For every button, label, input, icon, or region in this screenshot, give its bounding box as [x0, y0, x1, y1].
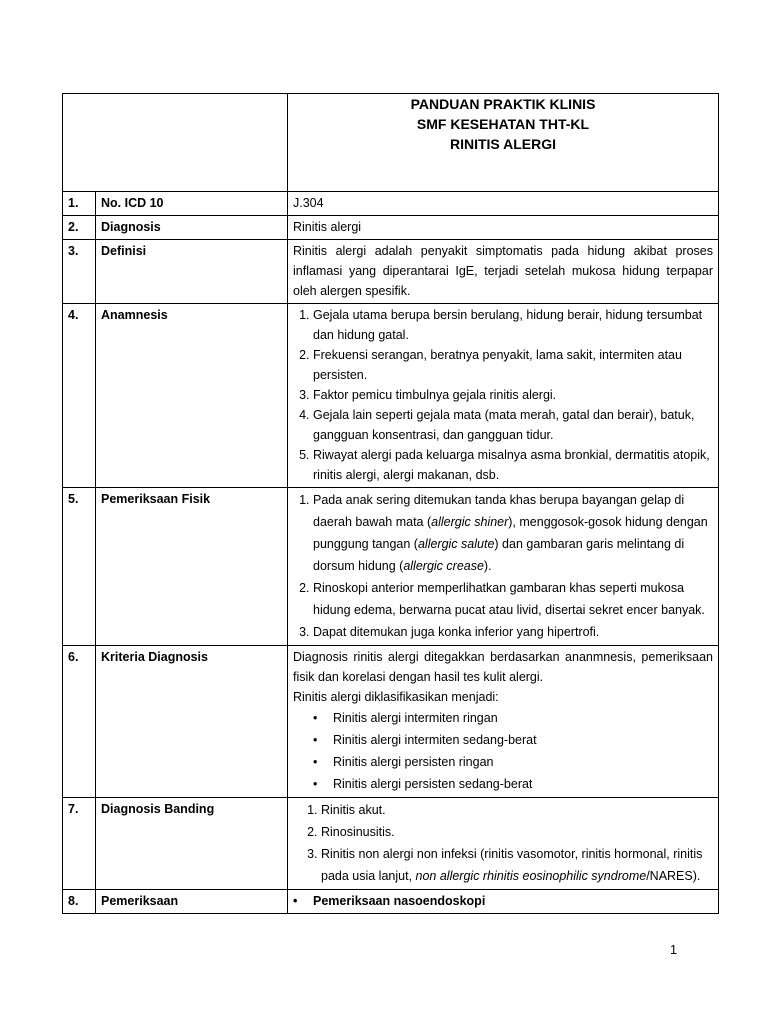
classification-list [293, 707, 713, 795]
text-segment: ), menggosok-gosok hidung dengan punggung tangan ( [313, 515, 708, 551]
row-label: Diagnosis Banding [96, 798, 288, 890]
text-segment: ) dan gambaran garis melintang di dorsum hidung ( [313, 537, 685, 573]
row-label: Diagnosis [96, 216, 288, 240]
row-label: Pemeriksaan [96, 890, 288, 914]
kriteria-paragraph: Diagnosis rinitis alergi ditegakkan berdasarkan ananmnesis, pemeriksaan fisik dan korelasi dengan hasil tes kulit alergi. [293, 650, 713, 684]
banding-list [293, 799, 713, 887]
text-segment: Rinitis non alergi non infeksi (rinitis vasomotor, rinitis hormonal, rinitis pada usia lanjut, [321, 847, 703, 883]
pemeriksaan-item: • Pemeriksaan nasoendoskopi [293, 891, 713, 911]
row-number: 1. [63, 192, 96, 216]
title-line-3: RINITIS ALERGI [449, 136, 557, 152]
header-blank-cell [63, 94, 288, 192]
list-item: • Rinitis alergi persisten ringan [333, 751, 713, 773]
text-segment: /NARES). [646, 869, 701, 883]
list-item: 2. Rinoskopi anterior memperlihatkan gambaran khas seperti mukosa hidung edema, berwarna pucat atau livid, disertai sekret encer banyak. [313, 577, 713, 621]
list-item: 3. Dapat ditemukan juga konka inferior yang hipertrofi. [313, 621, 713, 643]
row-label: Kriteria Diagnosis [96, 646, 288, 798]
row-anamnesis [63, 304, 719, 488]
italic-term: allergic shiner [431, 515, 509, 529]
fisik-content [288, 488, 719, 646]
row-pemeriksaan-fisik [63, 488, 719, 646]
list-item: 2. Rinosinusitis. [321, 821, 713, 843]
list-item [321, 843, 713, 887]
list-item: • Rinitis alergi persisten sedang-berat [333, 773, 713, 795]
clinical-guideline-table [62, 93, 719, 914]
list-item: 1. Rinitis akut. [321, 799, 713, 821]
row-label: Pemeriksaan Fisik [96, 488, 288, 646]
header-row [63, 94, 719, 192]
row-diagnosis [63, 216, 719, 240]
row-label: Definisi [96, 240, 288, 304]
italic-term: allergic crease [403, 559, 484, 573]
list-item [313, 489, 713, 577]
row-number: 4. [63, 304, 96, 488]
row-number: 7. [63, 798, 96, 890]
text-segment: ). [483, 559, 492, 573]
text-segment: Pada anak sering ditemukan tanda khas berupa bayangan gelap di daerah bawah mata ( [313, 493, 685, 529]
list-item: 5. Riwayat alergi pada keluarga misalnya asma bronkial, dermatitis atopik, rinitis alergi, alergi makanan, dsb. [313, 445, 713, 485]
title-line-1: PANDUAN PRAKTIK KLINIS [410, 96, 596, 112]
fisik-list [293, 489, 713, 643]
row-number: 3. [63, 240, 96, 304]
banding-content [288, 798, 719, 890]
kriteria-content [288, 646, 719, 798]
row-label: No. ICD 10 [96, 192, 288, 216]
list-item: 2. Frekuensi serangan, beratnya penyakit, lama sakit, intermiten atau persisten. [313, 345, 713, 385]
list-item: • Rinitis alergi intermiten ringan [333, 707, 713, 729]
row-number: 6. [63, 646, 96, 798]
row-number: 5. [63, 488, 96, 646]
diagnosis-value: Rinitis alergi [288, 216, 719, 240]
anamnesis-list [293, 305, 713, 485]
list-item: 3. Faktor pemicu timbulnya gejala rinitis alergi. [313, 385, 713, 405]
definisi-text: Rinitis alergi adalah penyakit simptomatis pada hidung akibat proses inflamasi yang diperantarai IgE, terjadi setelah mukosa hidung terpapar oleh alergen spesifik. [288, 240, 719, 304]
list-item: • Rinitis alergi intermiten sedang-berat [333, 729, 713, 751]
row-number: 2. [63, 216, 96, 240]
kriteria-intro: Rinitis alergi diklasifikasikan menjadi: [293, 690, 499, 704]
list-item: 1. Gejala utama berupa bersin berulang, hidung berair, hidung tersumbat dan hidung gatal. [313, 305, 713, 345]
row-definisi [63, 240, 719, 304]
row-icd [63, 192, 719, 216]
title-line-2: SMF KESEHATAN THT-KL [416, 116, 590, 132]
document-title [288, 94, 719, 192]
pemeriksaan-content [288, 890, 719, 914]
row-diagnosis-banding [63, 798, 719, 890]
row-number: 8. [63, 890, 96, 914]
list-item: 4. Gejala lain seperti gejala mata (mata merah, gatal dan berair), batuk, gangguan konsentrasi, dan gangguan tidur. [313, 405, 713, 445]
row-label: Anamnesis [96, 304, 288, 488]
italic-term: non allergic rhinitis eosinophilic syndrome [415, 869, 647, 883]
page-number: 1 [670, 943, 677, 957]
row-kriteria-diagnosis [63, 646, 719, 798]
italic-term: allergic salute [417, 537, 495, 551]
row-pemeriksaan [63, 890, 719, 914]
icd-value: J.304 [288, 192, 719, 216]
anamnesis-content [288, 304, 719, 488]
